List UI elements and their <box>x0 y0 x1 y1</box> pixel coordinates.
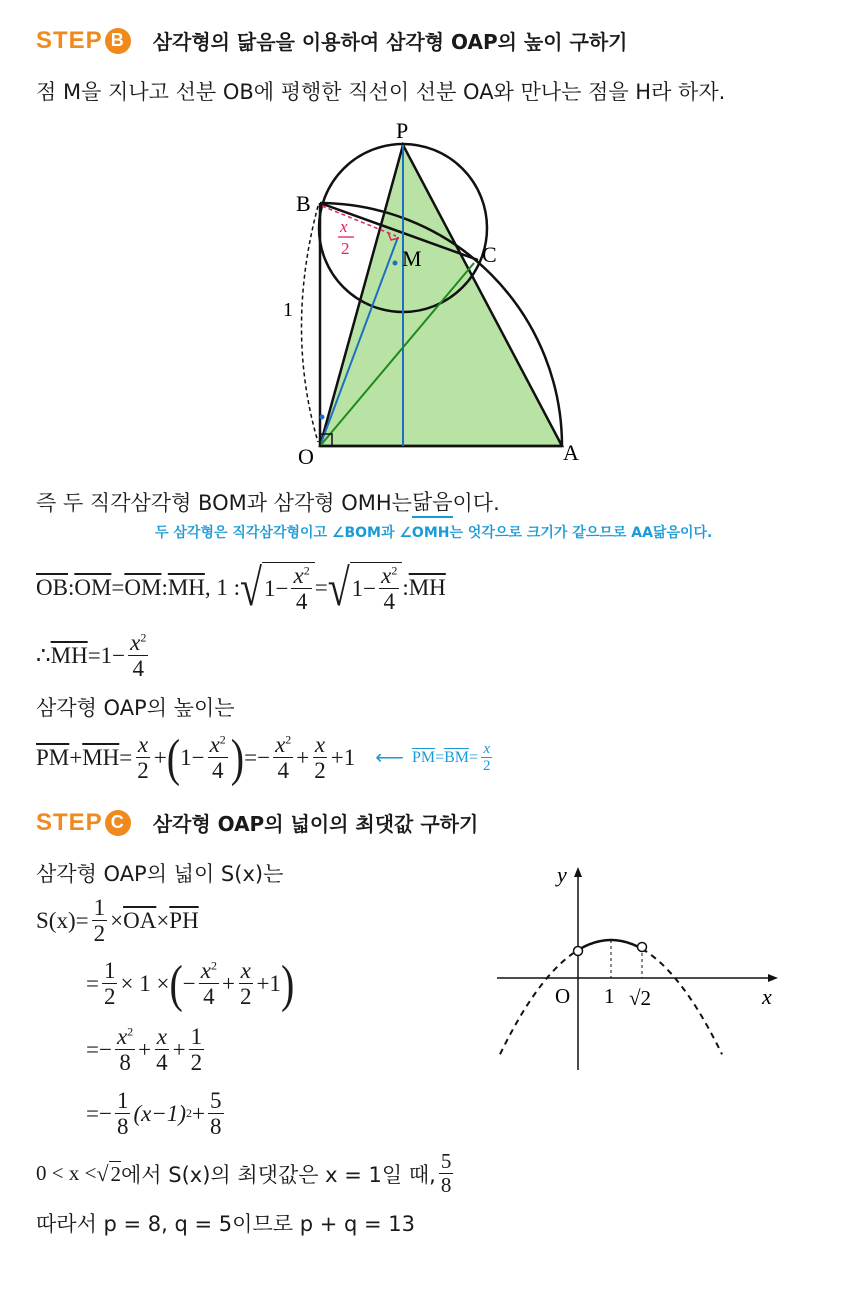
y-axis-label: y <box>557 862 567 887</box>
height-equation: $\overline{PM}$ + $\overline{MH}$ = $\frac{x}{2}$ + ( 1− $\frac{x^2}{4}$ ) =− $\frac{x^2}{4}$ + $\frac{x}{2}$ +1 ⟵ $\overline{PM}$ = $\overline{BM}$ = $\frac{x}{2}$ <box>36 732 496 784</box>
final-answer-line: 따라서 p = 8, q = 5이므로 p + q = 13 <box>36 1212 415 1236</box>
origin-label: O <box>555 984 571 1008</box>
label-length-1: 1 <box>283 299 293 321</box>
triangle-OAP <box>320 145 562 446</box>
height-label: 삼각형 OAP의 높이는 <box>36 696 235 720</box>
label-C: C <box>482 242 497 267</box>
step-b-badge: STEP B <box>36 27 131 55</box>
label-x: x <box>340 217 348 236</box>
label-A: A <box>563 440 579 465</box>
geometry-diagram <box>0 0 850 480</box>
angle-mark-dot <box>393 261 398 266</box>
open-point-left <box>574 947 583 956</box>
x-axis-label: x <box>762 984 772 1009</box>
pm-note: $\overline{PM}$ = $\overline{BM}$ = $\frac{x}{2}$ <box>411 740 491 775</box>
tick-label-1: 1 <box>604 984 615 1008</box>
label-O: O <box>298 444 314 469</box>
y-axis-arrow-icon <box>574 867 582 877</box>
step-c-title: 삼각형 OAP의 넓이의 최댓값 구하기 <box>152 812 479 836</box>
open-point-right <box>638 943 647 952</box>
step-b-title: 삼각형의 닮음을 이용하여 삼각형 OAP의 높이 구하기 <box>152 30 628 54</box>
x-axis-arrow-icon <box>768 974 778 982</box>
area-equation-2: = $\frac{1}{2}$ × 1 × ( − $\frac{x^2}{4}$ + $\frac{x}{2}$ +1 ) <box>86 953 295 1013</box>
similarity-note: 두 삼각형은 직각삼각형이고 ∠BOM과 ∠OMH는 엇각으로 크기가 같으므로 AA닮음이다. <box>155 525 713 541</box>
area-equation-4: =− $\frac{1}{8}$ (x−1) 2 + $\frac{5}{8}$ <box>86 1088 222 1140</box>
intro-text: 점 M을 지나고 선분 OB에 평행한 직선이 선분 OA와 만나는 점을 H라 하자. <box>36 80 726 104</box>
ratio-equation: $\overline{OB}$ : $\overline{OM}$ = $\overline{OM}$ : $\overline{MH}$ , 1 : √ 1− $\frac{x^2}{4}$ = √ 1− $\frac{x^2}{4}$ : $\overline{MH}$ <box>36 558 446 617</box>
label-M: M <box>402 246 422 271</box>
area-equation-1: S(x)= $\frac{1}{2}$ × $\overline{OA}$ × $\overline{PH}$ <box>36 895 199 947</box>
mh-equation: ∴ $\overline{MH}$ =1− $\frac{x^2}{4}$ <box>36 630 147 682</box>
step-c-badge: STEP C <box>36 809 131 837</box>
arrow-left-icon: ⟵ <box>375 747 404 770</box>
step-c-header <box>36 808 478 837</box>
tick-label-root2: √2 <box>629 986 652 1010</box>
area-equation-3: =− $\frac{x^2}{8}$ + $\frac{x}{4}$ + $\frac{1}{2}$ <box>86 1024 203 1076</box>
label-2: 2 <box>341 239 350 258</box>
parabola-solid <box>578 940 642 950</box>
similarity-text: 즉 두 직각삼각형 BOM과 삼각형 OMH는 닮음 이다. <box>36 486 500 518</box>
max-value-line: 0 < x < √ 2 에서 S(x)의 최댓값은 x = 1일 때, $\frac{5}{8}$ <box>36 1149 452 1198</box>
arc-length-1-dashed <box>302 206 319 442</box>
label-B: B <box>296 191 311 216</box>
label-P: P <box>396 118 409 143</box>
area-label: 삼각형 OAP의 넓이 S(x)는 <box>36 862 284 886</box>
angle-mark-dot-O <box>320 415 325 420</box>
parabola-dashed <box>500 949 722 1054</box>
